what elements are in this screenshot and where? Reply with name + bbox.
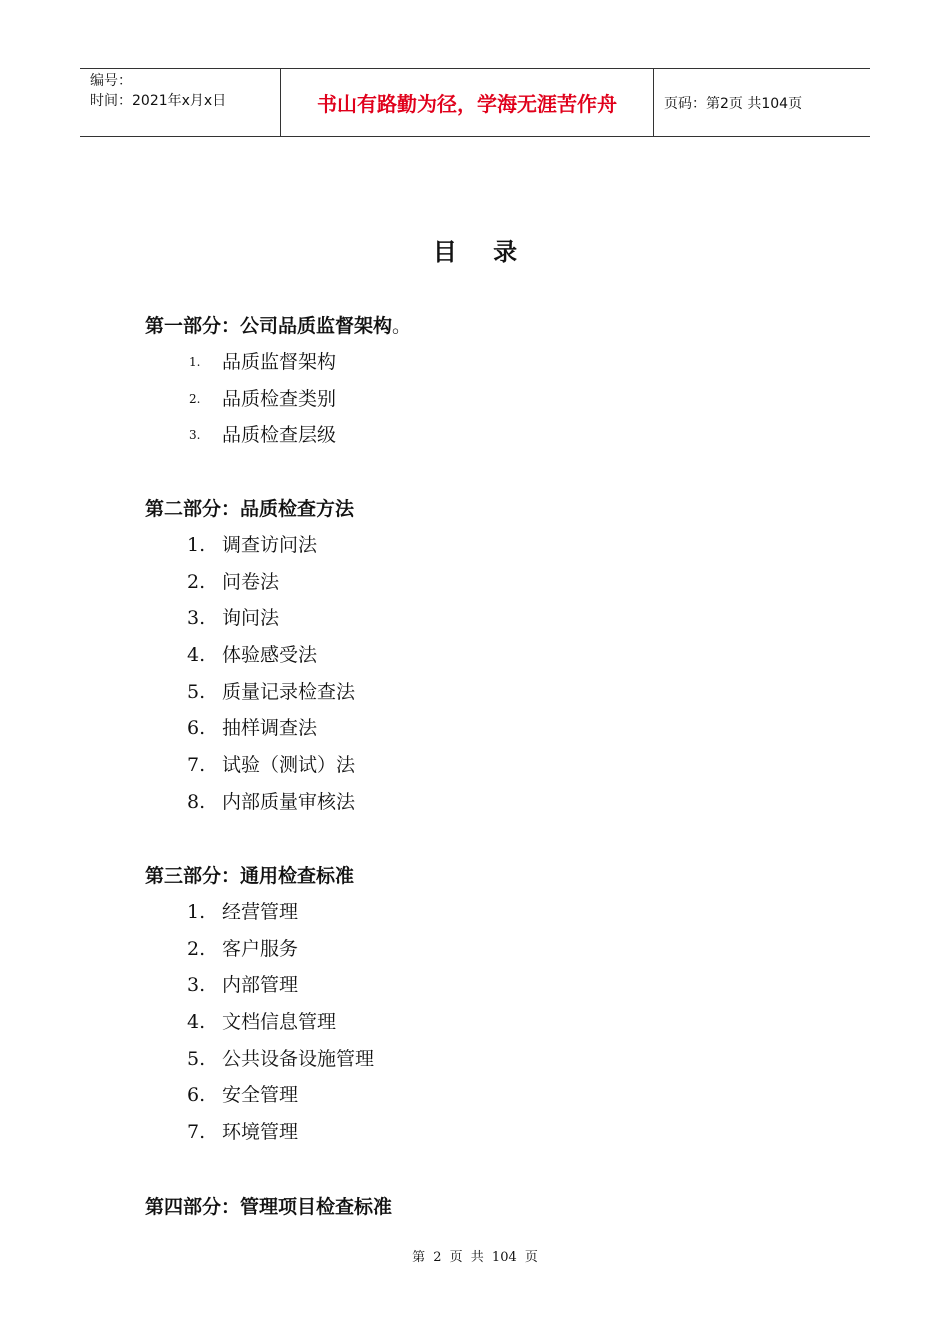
toc-item: 1. 品质监督架构 (189, 351, 337, 373)
header-motto: 书山有路勤为径，学海无涯苦作舟 (281, 69, 654, 136)
toc-section-1 (145, 308, 411, 454)
section-heading: 第三部分：通用检查标准 (145, 865, 355, 887)
toc-item: 1. 调查访问法 (187, 534, 318, 556)
toc-section-2 (145, 491, 354, 821)
header-page-info: 页码：第2页 共104页 (664, 95, 803, 112)
toc-item: 2. 问卷法 (187, 570, 280, 593)
toc-item: 3. 内部管理 (187, 974, 299, 997)
header-meta (80, 69, 281, 136)
serial-label: 编号： (90, 73, 132, 89)
page-footer: 第 2 页 共 104 页 (412, 1250, 538, 1265)
section-heading: 第四部分：管理项目检查标准 (145, 1196, 393, 1218)
page-title: 目 录 (432, 237, 532, 266)
toc-item: 6. 安全管理 (187, 1084, 299, 1107)
document-header (80, 68, 870, 137)
toc-section-4 (145, 1189, 392, 1225)
section-heading: 第二部分：品质检查方法 (145, 498, 355, 520)
section-heading: 第一部分：公司品质监督架构。 (145, 315, 412, 337)
toc-item: 1. 经营管理 (187, 901, 299, 923)
toc-section-3 (145, 858, 375, 1151)
toc-item: 3. 品质检查层级 (189, 424, 337, 447)
toc-item: 2. 客户服务 (187, 937, 299, 960)
toc-item: 5. 质量记录检查法 (187, 680, 356, 703)
toc-item: 6. 抽样调查法 (187, 717, 318, 740)
time-label: 时间：2021年x月x日 (90, 93, 227, 109)
toc-item: 8. 内部质量审核法 (187, 790, 356, 813)
toc-item: 5. 公共设备设施管理 (187, 1047, 375, 1070)
toc-item: 4. 文档信息管理 (187, 1011, 337, 1034)
toc-item: 7. 试验（测试）法 (187, 754, 356, 777)
toc-item: 3. 询问法 (187, 607, 280, 630)
toc-item: 2. 品质检查类别 (189, 387, 337, 410)
toc-item: 4. 体验感受法 (187, 644, 318, 667)
toc-item: 7. 环境管理 (187, 1121, 299, 1144)
